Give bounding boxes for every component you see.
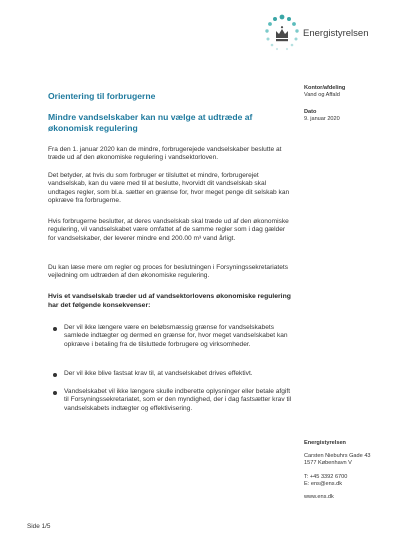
date-label: Dato	[304, 109, 317, 115]
date-block	[304, 109, 394, 123]
document-kicker: Orientering til forbrugerne	[48, 91, 156, 101]
paragraph-2: Det betyder, at hvis du som forbruger er tilsluttet et mindre, forbrugerejet vandselskab, kan du være med til at beslutte, hvorvidt dit vandselskab skal undtages regler, som bl.a. sætter en grænse for, hvor meget penge dit selskab kan opkræve fra forbrugerne.	[48, 172, 290, 205]
crown-dots-logo-icon	[263, 13, 301, 53]
consequences-list-3	[48, 388, 296, 413]
list-item: Vandselskabet vil ikke længere skulle indberette oplysninger eller betale afgift til Forsyningssekretariatet, som er den myndighed, der i dag fastsætter krav til vandselskabets indtægter og effektivisering.	[48, 388, 296, 413]
contact-address-2: 1577 København V	[304, 460, 352, 467]
dept-value: Vand og Affald	[304, 92, 340, 99]
consequences-list	[48, 324, 296, 349]
contact-web: www.ens.dk	[304, 494, 334, 501]
dept-block	[304, 85, 394, 99]
consequences-heading: Hvis et vandselskab træder ud af vandsektorlovens økonomiske regulering har det følgende konsekvenser:	[48, 293, 291, 309]
energistyrelsen-logo	[263, 13, 373, 53]
page-number: Side 1/5	[27, 523, 51, 530]
list-item: Der vil ikke længere være en beløbsmæssig grænse for vandselskabets samlede indtægter og dermed en grænse for, hvor meget vandselskabet kan opkræve i betaling fra de tilsluttede forbrugere og virksomheder.	[48, 324, 296, 349]
paragraph-3: Hvis forbrugerne beslutter, at deres vandselskab skal træde ud af den økonomiske regulering, vil vandselskabet være omfattet af de samme regler som i dag gælder for vandselskaber, der leverer mindre end 200.00 m³ vand årligt.	[48, 218, 289, 242]
date-value: 9. januar 2020	[304, 116, 340, 123]
contact-block	[304, 440, 394, 501]
paragraph-1: Fra den 1. januar 2020 kan de mindre, forbrugerejede vandselskaber beslutte at træde ud af den økonomiske regulering i vandsektorloven.	[48, 146, 282, 162]
document-title: Mindre vandselskaber kan nu vælge at udtræde af økonomisk regulering	[48, 112, 253, 133]
contact-name: Energistyrelsen	[304, 440, 346, 446]
contact-address-1: Carsten Niebuhrs Gade 43	[304, 453, 371, 460]
consequences-list-2	[48, 370, 296, 378]
contact-phone: T: +45 3392 6700	[304, 473, 348, 480]
dept-label: Kontor/afdeling	[304, 85, 346, 91]
list-item: Der vil ikke blive fastsat krav til, at vandselskabet drives effektivt.	[48, 370, 296, 378]
logo-wordmark: Energistyrelsen	[303, 28, 369, 39]
paragraph-4: Du kan læse mere om regler og proces for beslutningen i Forsyningssekretariatets vejledning om udtræden af den økonomiske regulering.	[48, 264, 289, 280]
contact-email: E: ens@ens.dk	[304, 480, 343, 487]
